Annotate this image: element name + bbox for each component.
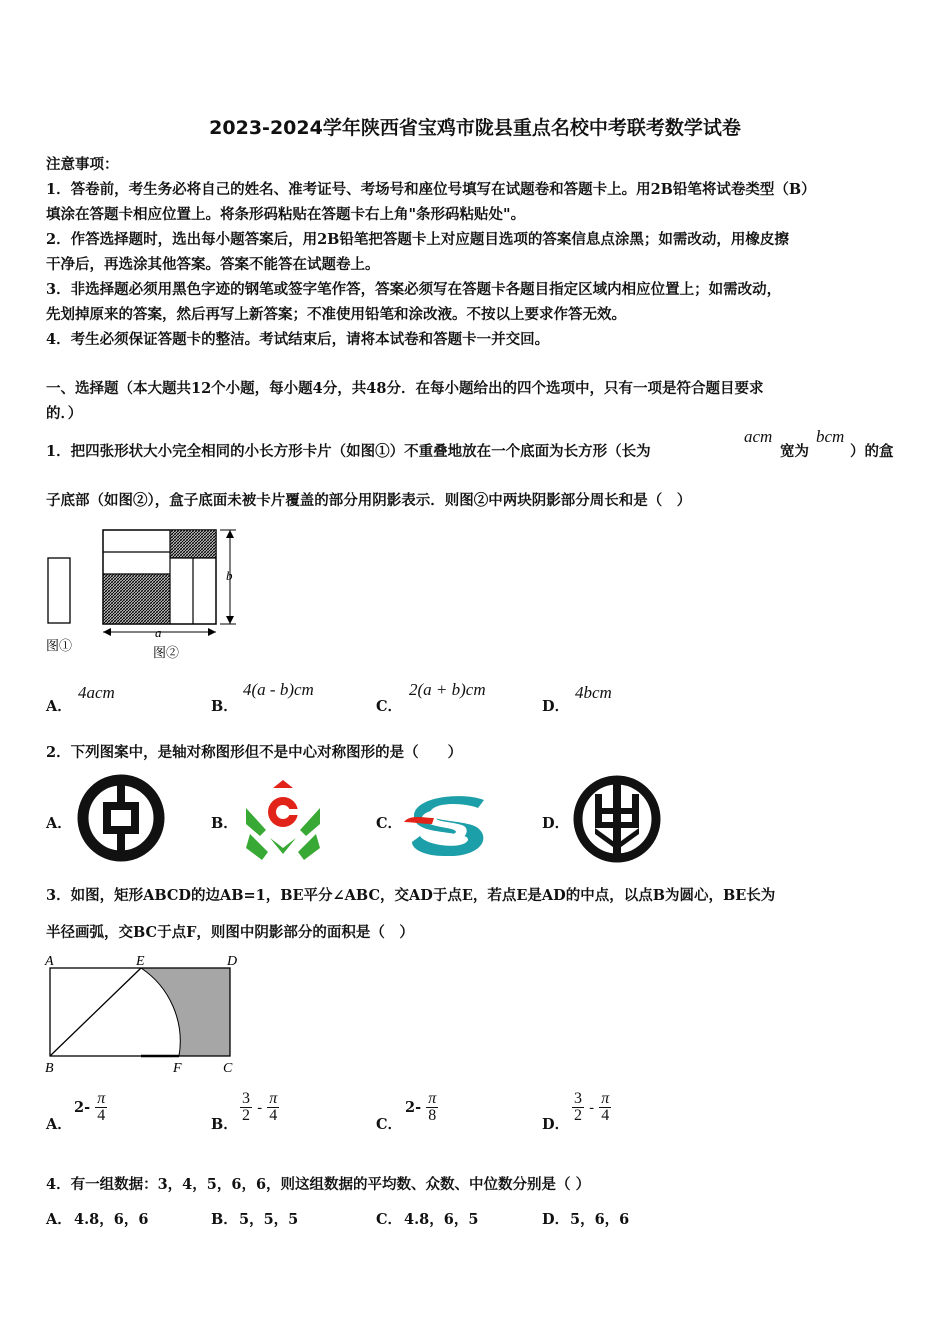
notice-line: 3．非选择题必须用黑色字迹的钢笔或签字笔作答，答案必须写在答题卡各题目指定区域内相应位置上；如需改动， — [46, 281, 782, 298]
q4-option-label[interactable]: A． — [46, 1211, 72, 1228]
q4-option-d[interactable]: 5，6，6 — [570, 1211, 630, 1228]
q4-option-label[interactable]: C． — [376, 1211, 403, 1228]
q3-option-label[interactable]: D． — [542, 1116, 570, 1133]
q1-option-label[interactable]: B． — [211, 698, 238, 715]
q3-option-a[interactable]: 2- $\frac{\pi}{4}$ — [74, 1090, 106, 1124]
notice-line: 填涂在答题卡相应位置上。将条形码粘贴在答题卡右上角"条形码粘贴处"。 — [46, 206, 526, 223]
q1-stem-part3: ）的盒 — [850, 443, 894, 460]
q3-option-c[interactable]: 2- $\frac{\pi}{8}$ — [405, 1090, 437, 1124]
bank-of-china-logo[interactable] — [75, 772, 167, 864]
point-F: F — [173, 1061, 182, 1076]
q1-option-d[interactable]: 4bcm — [575, 683, 612, 702]
q1-stem-line2: 子底部（如图②），盒子底面未被卡片覆盖的部分用阴影表示．则图②中两块阴影部分周长和是（ ） — [46, 492, 692, 509]
q1-option-label[interactable]: A． — [46, 698, 72, 715]
q3-option-label[interactable]: C． — [376, 1116, 403, 1133]
q1-math-a: acm — [744, 427, 773, 446]
page-title: 2023-2024学年陕西省宝鸡市陇县重点名校中考联考数学试卷 — [209, 117, 741, 139]
q4-stem: 4．有一组数据：3，4，5，6，6，则这组数据的平均数、众数、中位数分别是（ ） — [46, 1176, 591, 1193]
q3-option-d[interactable]: $\frac{3}{2}$ - $\frac{\pi}{4}$ — [574, 1090, 610, 1124]
q1-option-a[interactable]: 4acm — [78, 683, 115, 702]
notice-line: 4．考生必须保证答题卡的整洁。考试结束后，请将本试卷和答题卡一并交回。 — [46, 331, 550, 348]
q3-figure — [40, 948, 250, 1078]
notice-line: 1．答卷前，考生务必将自己的姓名、准考证号、考场号和座位号填写在试题卷和答题卡上。用2B铅笔将试卷类型（B） — [46, 181, 816, 198]
q1-math-b: bcm — [816, 427, 845, 446]
q2-option-label[interactable]: B． — [211, 815, 238, 832]
notice-line: 先划掉原来的答案，然后再写上新答案；不准使用铅笔和涂改液。不按以上要求作答无效。 — [46, 306, 626, 323]
q4-option-a[interactable]: 4.8，6，6 — [74, 1211, 149, 1228]
rural-credit-logo[interactable] — [240, 778, 326, 864]
china-construction-style-logo[interactable] — [404, 788, 494, 860]
q1-stem-part1: 1．把四张形状大小完全相同的小长方形卡片（如图①）不重叠地放在一个底面为长方形（长为 — [46, 443, 651, 460]
q1-option-b[interactable]: 4(a - b)cm — [243, 680, 314, 699]
q2-option-label[interactable]: C． — [376, 815, 403, 832]
fig2-shade-top — [170, 530, 216, 558]
point-A: A — [45, 954, 54, 969]
point-D: D — [227, 954, 238, 969]
point-E: E — [136, 954, 145, 969]
agricultural-bank-logo[interactable] — [570, 772, 664, 866]
fig2-label: 图② — [153, 645, 180, 660]
q1-figure — [40, 522, 260, 667]
q3-option-b[interactable]: $\frac{3}{2}$ - $\frac{\pi}{4}$ — [242, 1090, 278, 1124]
notice-heading: 注意事项： — [46, 156, 119, 173]
shaded-region — [141, 968, 230, 1056]
notice-line: 2．作答选择题时，选出每小题答案后，用2B铅笔把答题卡上对应题目选项的答案信息点涂黑；如需改动，用橡皮擦 — [46, 231, 789, 248]
fig1-label: 图① — [46, 638, 73, 653]
q4-option-c[interactable]: 4.8，6，5 — [404, 1211, 479, 1228]
q3-stem-line1: 3．如图，矩形ABCD的边AB=1，BE平分∠ABC，交AD于点E，若点E是AD的中点，以点B为圆心，BE长为 — [46, 887, 776, 904]
fig1-card — [48, 558, 70, 623]
section-heading-cont: 的．） — [46, 405, 83, 422]
fig2-shade-bottom — [103, 574, 170, 624]
fig2-dim-a: a — [155, 625, 162, 640]
q4-option-label[interactable]: D． — [542, 1211, 570, 1228]
fig2-dim-b: b — [226, 568, 233, 583]
q1-option-label[interactable]: D． — [542, 698, 570, 715]
q1-option-label[interactable]: C． — [376, 698, 403, 715]
q2-option-label[interactable]: D． — [542, 815, 570, 832]
point-B: B — [45, 1061, 54, 1076]
q1-option-c[interactable]: 2(a + b)cm — [409, 680, 486, 699]
q1-stem-part2: 宽为 — [780, 443, 809, 460]
q3-stem-line2: 半径画弧，交BC于点F，则图中阴影部分的面积是（ ） — [46, 924, 414, 941]
notice-line: 干净后，再选涂其他答案。答案不能答在试题卷上。 — [46, 256, 380, 273]
q4-option-b[interactable]: 5，5，5 — [239, 1211, 299, 1228]
point-C: C — [223, 1061, 233, 1076]
q2-option-label[interactable]: A． — [46, 815, 72, 832]
q2-stem: 2．下列图案中，是轴对称图形但不是中心对称图形的是（ ） — [46, 744, 463, 761]
q3-option-label[interactable]: B． — [211, 1116, 238, 1133]
segment-be — [50, 968, 141, 1056]
q4-option-label[interactable]: B． — [211, 1211, 238, 1228]
section-heading: 一、选择题（本大题共12个小题，每小题4分，共48分．在每小题给出的四个选项中，只有一项是符合题目要求 — [46, 380, 764, 397]
q3-option-label[interactable]: A． — [46, 1116, 72, 1133]
